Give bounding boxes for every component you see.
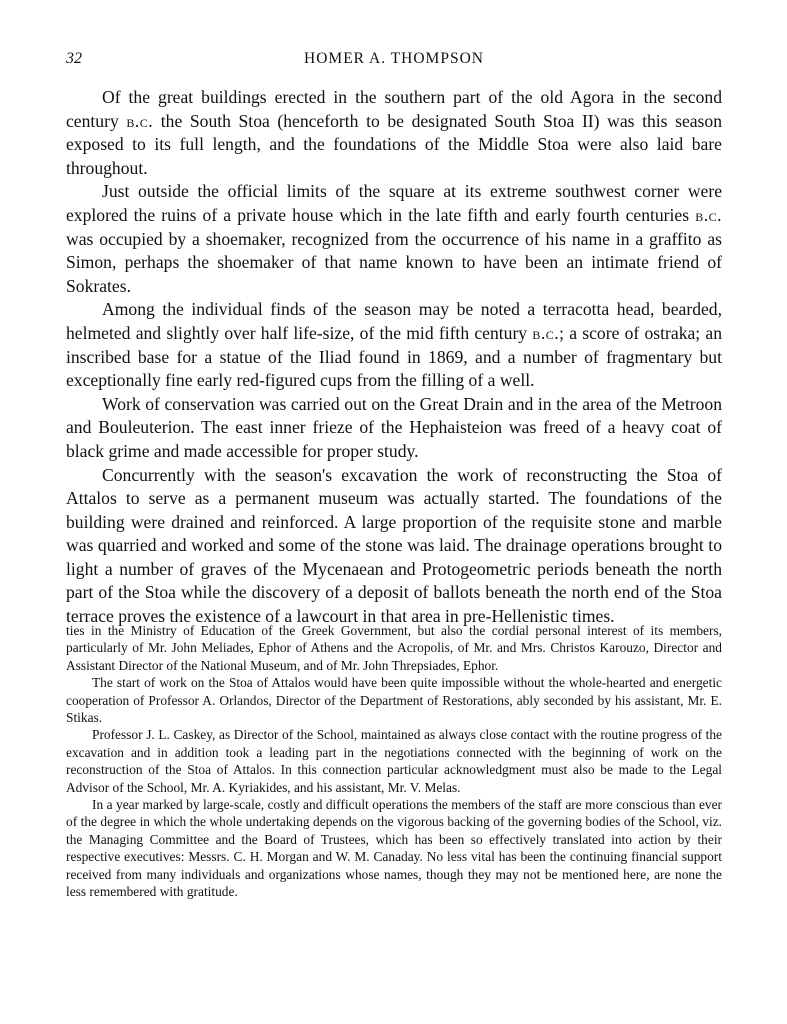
page-number: 32 xyxy=(66,50,82,67)
footnote-paragraph: The start of work on the Stoa of Attalos would have been quite impossible without the whole-hearted and energetic cooperation of Professor A. Orlandos, Director of the Department of Restorations, ably seconded by his assistant, Mr. E. Stikas. xyxy=(66,675,722,726)
main-text xyxy=(66,86,722,629)
body-paragraph: Among the individual finds of the season may be noted a terracotta head, bearded, helmeted and slightly over half life-size, of the mid fifth century b.c.; a score of ostraka; an inscribed base for a statue of the Iliad found in 1869, and a number of fragmentary but exceptionally fine early red-figured cups from the filling of a well. xyxy=(66,299,723,391)
footnotes xyxy=(66,622,722,901)
page-header xyxy=(66,50,722,72)
footnote-continuation: ties in the Ministry of Education of the Greek Government, but also the cordial personal interest of its members, particularly of Mr. John Meliades, Ephor of Athens and the Acropolis, of Mr. and Mrs. Christos Karouzo, Director and Assistant Director of the National Museum, and of Mr. John Threpsiades, Ephor. xyxy=(66,623,722,673)
footnote-paragraph: Professor J. L. Caskey, as Director of the School, maintained as always close contact with the routine progress of the excavation and in addition took a leading part in the negotiations connected with the beginning of work on the reconstruction of the Stoa of Attalos. In this connection particular acknowledgment must also be made to the Legal Advisor of the School, Mr. A. Kyriakides, and his assistant, Mr. V. Melas. xyxy=(66,727,722,795)
footnote-paragraph: In a year marked by large-scale, costly and difficult operations the members of the staff are more conscious than ever of the degree in which the whole undertaking depends on the vigorous backing of the governing bodies of the School, viz. the Managing Committee and the Board of Trustees, which has been so effectively translated into action by their respective executives: Messrs. C. H. Morgan and W. M. Canaday. No less vital has been the continuing financial support received from many individuals and organizations whose names, though they may not be mentioned here, are none the less remembered with gratitude. xyxy=(66,797,722,900)
body-paragraph: Of the great buildings erected in the southern part of the old Agora in the second century b.c. the South Stoa (henceforth to be designated South Stoa II) was this season exposed to its full length, and the foundations of the Middle Stoa were also laid bare throughout. xyxy=(66,87,722,178)
running-head: HOMER A. THOMPSON xyxy=(304,50,484,67)
body-paragraph: Concurrently with the season's excavation the work of reconstructing the Stoa of Attalos to serve as a permanent museum was actually started. The foundations of the building were drained and reinforced. A large proportion of the requisite stone and marble was quarried and worked and some of the stone was laid. The drainage operations brought to light a number of graves of the Mycenaean and Protogeometric periods beneath the north part of the Stoa while the discovery of a deposit of ballots beneath the north end of the Stoa terrace proves the existence of a lawcourt in that area in pre-Hellenistic times. xyxy=(66,464,722,627)
body-paragraph: Work of conservation was carried out on the Great Drain and in the area of the Metroon and Bouleuterion. The east inner frieze of the Hephaisteion was freed of a heavy coat of black grime and made accessible for proper study. xyxy=(66,393,722,461)
body-paragraph: Just outside the official limits of the square at its extreme southwest corner were explored the ruins of a private house which in the late fifth and early fourth centuries b.c. was occupied by a shoemaker, recognized from the occurrence of his name in a graffito as Simon, perhaps the shoemaker of that name known to have been an intimate friend of Sokrates. xyxy=(66,181,722,296)
